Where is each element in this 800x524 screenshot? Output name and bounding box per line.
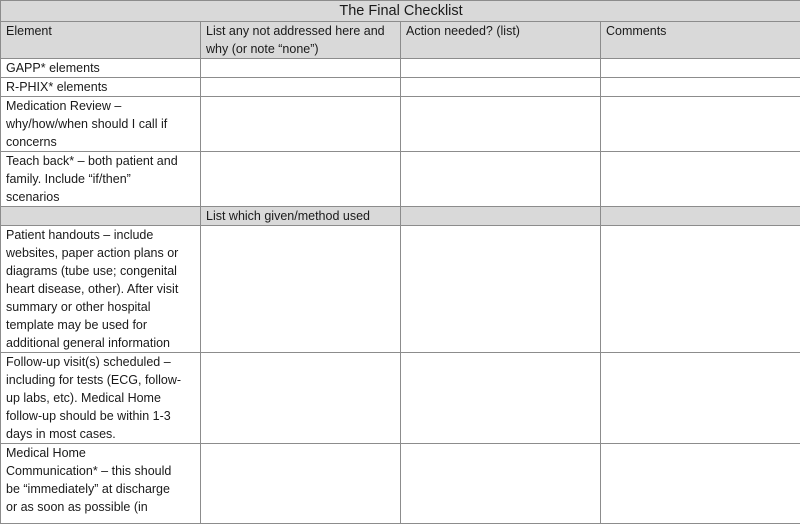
comments-cell[interactable] xyxy=(601,226,800,353)
table-row xyxy=(1,78,800,97)
element-cell: Medical Home Communication* – this should be “immediately” at discharge or as soon as possible (in xyxy=(1,444,201,524)
table-row xyxy=(1,59,800,78)
given-method-cell[interactable] xyxy=(201,444,401,524)
column-header-action-needed: Action needed? (list) xyxy=(401,22,601,59)
comments-cell[interactable] xyxy=(601,78,800,97)
element-cell: Teach back* – both patient and family. Include “if/then” scenarios xyxy=(1,152,201,207)
action-needed-cell[interactable] xyxy=(401,444,601,524)
action-needed-cell[interactable] xyxy=(401,78,601,97)
not-addressed-cell[interactable] xyxy=(201,152,401,207)
table-row xyxy=(1,226,800,353)
given-method-cell[interactable] xyxy=(201,353,401,444)
subheader-blank-cell xyxy=(1,207,201,226)
comments-cell[interactable] xyxy=(601,59,800,78)
action-needed-cell[interactable] xyxy=(401,353,601,444)
action-needed-cell[interactable] xyxy=(401,97,601,152)
column-header-element: Element xyxy=(1,22,201,59)
not-addressed-cell[interactable] xyxy=(201,78,401,97)
header-row xyxy=(1,22,800,59)
title-row xyxy=(1,1,800,22)
element-cell: Follow-up visit(s) scheduled – including for tests (ECG, follow- up labs, etc). Medical Home follow-up should be within 1-3 days in most cases. xyxy=(1,353,201,444)
comments-cell[interactable] xyxy=(601,353,800,444)
subheader-row xyxy=(1,207,800,226)
subheader-blank-cell xyxy=(401,207,601,226)
action-needed-cell[interactable] xyxy=(401,226,601,353)
not-addressed-cell[interactable] xyxy=(201,59,401,78)
column-header-not-addressed: List any not addressed here and why (or note “none”) xyxy=(201,22,401,59)
not-addressed-cell[interactable] xyxy=(201,97,401,152)
table-row xyxy=(1,97,800,152)
comments-cell[interactable] xyxy=(601,444,800,524)
table-title: The Final Checklist xyxy=(1,1,800,22)
element-cell: Medication Review – why/how/when should I call if concerns xyxy=(1,97,201,152)
comments-cell[interactable] xyxy=(601,152,800,207)
action-needed-cell[interactable] xyxy=(401,152,601,207)
table-row xyxy=(1,152,800,207)
subheader-blank-cell xyxy=(601,207,800,226)
given-method-cell[interactable] xyxy=(201,226,401,353)
element-cell: Patient handouts – include websites, paper action plans or diagrams (tube use; congenital heart disease, other). After visit summary or other hospital template may be used for additional general information xyxy=(1,226,201,353)
table-row xyxy=(1,444,800,524)
table-row xyxy=(1,353,800,444)
column-header-comments: Comments xyxy=(601,22,800,59)
element-cell: GAPP* elements xyxy=(1,59,201,78)
element-cell: R-PHIX* elements xyxy=(1,78,201,97)
comments-cell[interactable] xyxy=(601,97,800,152)
action-needed-cell[interactable] xyxy=(401,59,601,78)
subheader-label: List which given/method used xyxy=(201,207,401,226)
